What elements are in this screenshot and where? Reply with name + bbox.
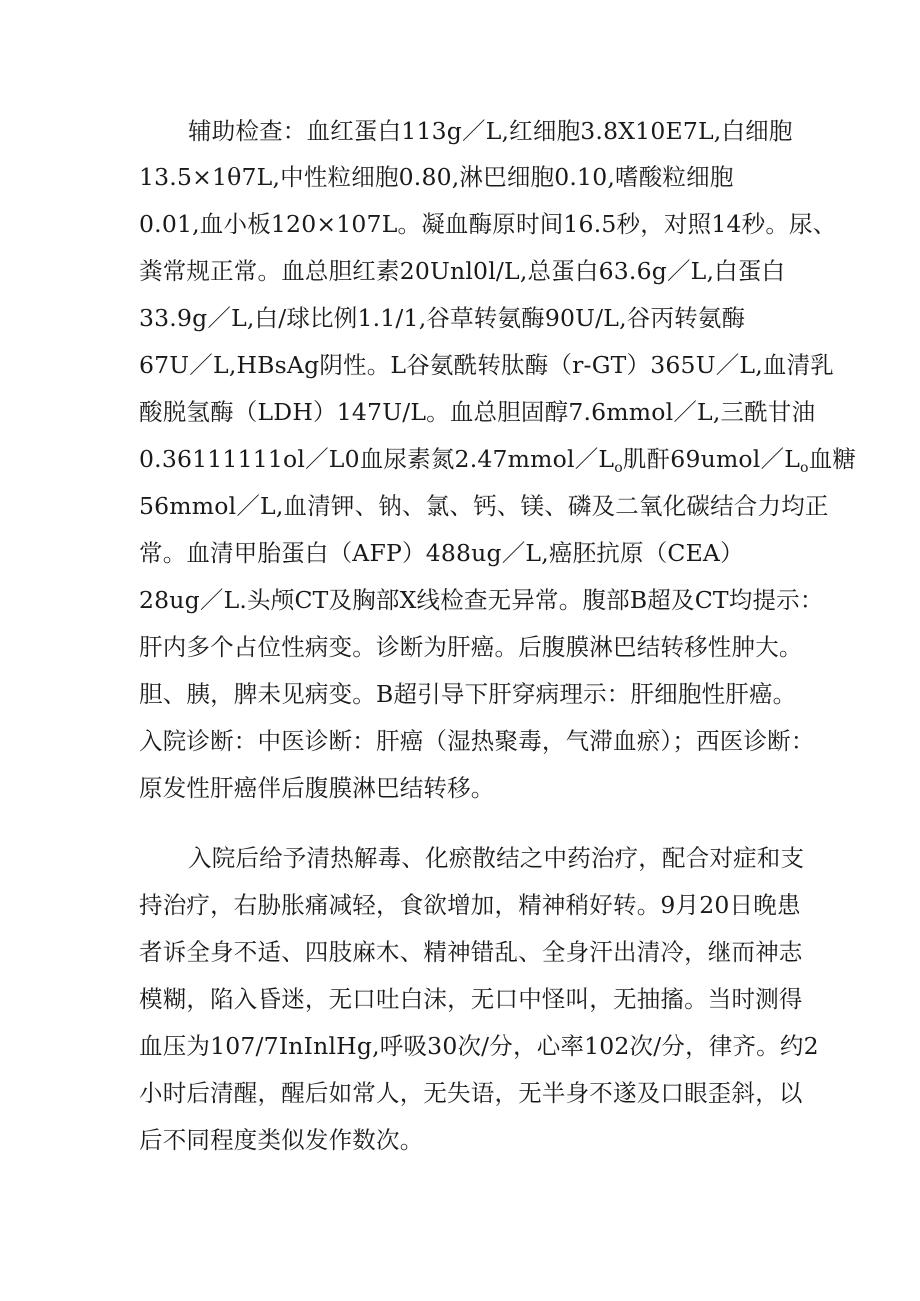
line-8-subscript-2: o (800, 459, 809, 476)
line-8-part-1: 0.36111111ol／L0血尿素氮2.47mmol／L (139, 445, 615, 473)
line-8-part-2: 肌酐69umol／L (622, 445, 800, 473)
paragraph-2-line-4: 模糊，陷入昏迷，无口吐白沫，无口中怪叫，无抽搐。当时测得 (139, 985, 803, 1013)
paragraph-1-line-10: 常。血清甲胎蛋白（AFP）488ug／L,癌胚抗原（CEA） (139, 539, 744, 567)
paragraph-1-line-15: 原发性肝癌伴后腹膜淋巴结转移。 (139, 774, 495, 802)
paragraph-1-line-5: 33.9g／L,白/球比例1.1/1,谷草转氨酶90U/L,谷丙转氨酶 (139, 304, 746, 332)
paragraph-2-line-1: 入院后给予清热解毒、化瘀散结之中药治疗，配合对症和支 (188, 844, 805, 872)
line-8-subscript-1: o (614, 459, 623, 476)
paragraph-1-line-3: 0.01,血小板120×107L。凝血酶原时间16.5秒，对照14秒。尿、 (139, 210, 837, 238)
line-8-part-3: 血糖 (808, 445, 857, 473)
paragraph-1-line-1: 辅助检查：血红蛋白113g／L,红细胞3.8X10E7L,白细胞 (188, 117, 793, 145)
paragraph-1-line-2: 13.5×1θ7L,中性粒细胞0.80,淋巴细胞0.10,嗜酸粒细胞 (139, 163, 734, 191)
paragraph-2-line-6: 小时后清醒，醒后如常人，无失语，无半身不遂及口眼歪斜，以 (139, 1079, 803, 1107)
paragraph-1-line-9: 56mmol／L,血清钾、钠、氯、钙、镁、磷及二氧化碳结合力均正 (139, 492, 829, 520)
paragraph-1-line-14: 入院诊断：中医诊断：肝癌（湿热聚毒，气滞血瘀）；西医诊断： (139, 727, 815, 755)
paragraph-2-line-7: 后不同程度类似发作数次。 (139, 1126, 424, 1154)
paragraph-2-line-2: 持治疗，右胁胀痛减轻，食欲增加，精神稍好转。9月20日晚患 (139, 891, 801, 919)
paragraph-2-line-5: 血压为107/7InInlHg,呼吸30次/分，心率102次/分，律齐。约2 (139, 1032, 819, 1060)
paragraph-1-line-6: 67U／L,HBsAg阴性。L谷氨酰转肽酶（r-GT）365U／L,血清乳 (139, 351, 834, 379)
paragraph-1-line-13: 胆、胰，脾未见病变。B超引导下肝穿病理示：肝细胞性肝癌。 (139, 680, 797, 708)
paragraph-2-line-3: 者诉全身不适、四肢麻木、精神错乱、全身汗出清冷，继而神志 (139, 938, 803, 966)
paragraph-1-line-11: 28ug／L.头颅CT及胸部X线检查无异常。腹部B超及CT均提示： (139, 586, 824, 614)
paragraph-1-line-7: 酸脱氢酶（LDH）147U/L。血总胆固醇7.6mmol／L,三酰甘油 (139, 398, 816, 426)
paragraph-1-line-12: 肝内多个占位性病变。诊断为肝癌。后腹膜淋巴结转移性肿大。 (139, 633, 803, 661)
paragraph-1-line-4: 粪常规正常。血总胆红素20Unl0l/L,总蛋白63.6g／L,白蛋白 (139, 257, 786, 285)
paragraph-1-line-8 (139, 444, 856, 474)
